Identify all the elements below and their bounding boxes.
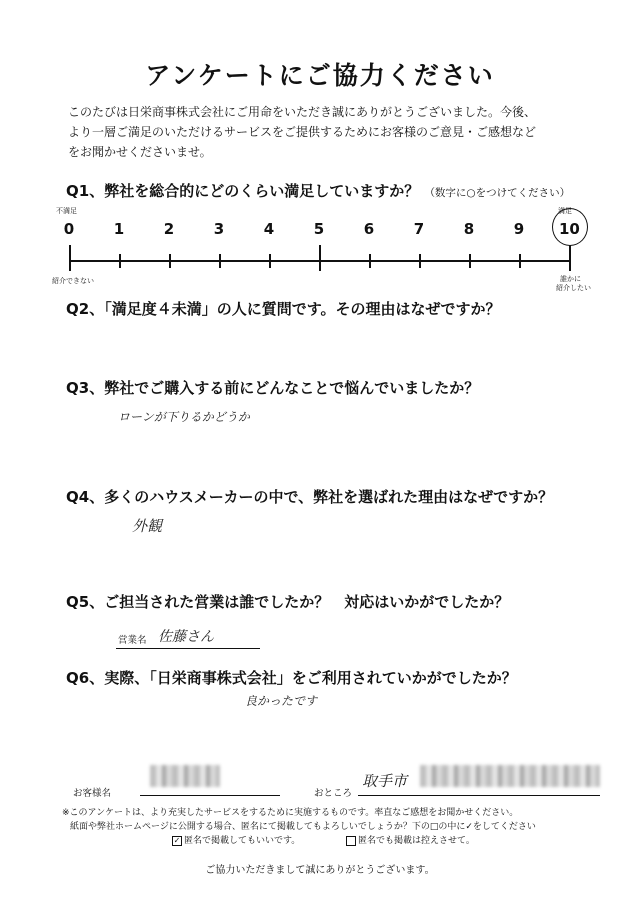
scale-number-6[interactable]: 6 bbox=[363, 220, 375, 238]
sales-name-label: 営業名 bbox=[118, 635, 147, 646]
answer-4-handwritten: 外観 bbox=[132, 517, 163, 535]
question-2: Q2、「満足度４未満」の人に質問です。その理由はなぜですか？ bbox=[66, 300, 501, 318]
scale-number-10[interactable]: 10 bbox=[559, 220, 580, 238]
scale-number-1[interactable]: 1 bbox=[113, 220, 125, 238]
address-handwritten: 取手市 bbox=[362, 772, 408, 790]
address-underline bbox=[358, 795, 600, 796]
address-label: おところ bbox=[314, 788, 353, 799]
scale-tick bbox=[119, 254, 121, 268]
redacted-address bbox=[420, 765, 600, 787]
scale-number-9[interactable]: 9 bbox=[513, 220, 525, 238]
intro-line: このたびは日栄商事株式会社にご用命をいただき誠にありがとうございました。今後、 bbox=[68, 105, 537, 119]
decline-checkbox[interactable] bbox=[346, 836, 356, 846]
question-3: Q3、弊社でご購入する前にどんなことで悩んでいましたか？ bbox=[66, 379, 480, 397]
answer-3-handwritten: ローンが下りるかどうか bbox=[118, 410, 250, 424]
scale-tick bbox=[269, 254, 271, 268]
satisfaction-scale bbox=[52, 200, 600, 300]
scale-right-bottom-label-2: 紹介したい bbox=[556, 284, 591, 292]
scale-number-5[interactable]: 5 bbox=[313, 220, 325, 238]
scale-number-8[interactable]: 8 bbox=[463, 220, 475, 238]
answer-5-handwritten: 佐藤さん bbox=[158, 629, 214, 645]
footer-options bbox=[62, 834, 592, 848]
scale-tick bbox=[419, 254, 421, 268]
scale-number-3[interactable]: 3 bbox=[213, 220, 225, 238]
scale-number-4[interactable]: 4 bbox=[263, 220, 275, 238]
page-title: アンケートにご協力ください bbox=[145, 61, 495, 90]
footer-line-2: 紙面や弊社ホームページに公開する場合、匿名にて掲載してもよろしいでしょうか？下の□の中に✓をしてください bbox=[70, 822, 536, 832]
scale-tick bbox=[469, 254, 471, 268]
footer-notes bbox=[62, 806, 592, 848]
scale-left-top-label: 不満足 bbox=[56, 207, 77, 215]
scale-right-bottom-label-1: 誰かに bbox=[560, 275, 581, 283]
question-1 bbox=[66, 180, 570, 201]
scale-number-0[interactable]: 0 bbox=[63, 220, 75, 238]
selected-circle-mark bbox=[552, 208, 588, 246]
anonymous-ok-label: 匿名で掲載してもいいです。 bbox=[184, 836, 301, 846]
scale-tick bbox=[369, 254, 371, 268]
sales-name-underline bbox=[116, 648, 260, 649]
scale-tick bbox=[569, 245, 571, 271]
scale-tick bbox=[69, 245, 71, 271]
intro-line: より一層ご満足のいただけるサービスをご提供するためにお客様のご意見・ご感想など bbox=[68, 125, 537, 139]
decline-label: 匿名でも掲載は控えさせて。 bbox=[358, 836, 475, 846]
scale-tick bbox=[319, 245, 321, 271]
intro-line: をお聞かせくださいませ。 bbox=[68, 145, 212, 159]
scale-tick bbox=[169, 254, 171, 268]
question-4: Q4、多くのハウスメーカーの中で、弊社を選ばれた理由はなぜですか？ bbox=[66, 488, 554, 506]
anonymous-ok-checkbox[interactable]: ✓ bbox=[173, 835, 181, 845]
question-6: Q6、実際、「日栄商事株式会社」をご利用されていかがでしたか？ bbox=[66, 669, 517, 687]
intro-text bbox=[68, 102, 588, 162]
customer-name-underline bbox=[140, 795, 280, 796]
thanks-message: ご協力いただきまして誠にありがとうございます。 bbox=[205, 865, 435, 876]
scale-number-7[interactable]: 7 bbox=[413, 220, 425, 238]
redacted-customer-name bbox=[150, 765, 220, 787]
answer-6-handwritten: 良かったです bbox=[245, 694, 318, 708]
question-5: Q5、ご担当された営業は誰でしたか？ 対応はいかがでしたか？ bbox=[66, 593, 510, 611]
question-1-note: （数字に○をつけてください） bbox=[424, 187, 571, 199]
footer-line-1: ※このアンケートは、より充実したサービスをするために実施するものです。率直なご感想をお聞かせください。 bbox=[62, 808, 519, 818]
scale-tick bbox=[519, 254, 521, 268]
question-1-text: Q1、弊社を総合的にどのくらい満足していますか？ bbox=[66, 182, 420, 200]
scale-tick bbox=[219, 254, 221, 268]
scale-number-2[interactable]: 2 bbox=[163, 220, 175, 238]
scale-left-bottom-label: 紹介できない bbox=[52, 277, 94, 285]
customer-name-label: お客様名 bbox=[73, 788, 112, 799]
scale-right-top-label: 満足 bbox=[558, 207, 572, 215]
